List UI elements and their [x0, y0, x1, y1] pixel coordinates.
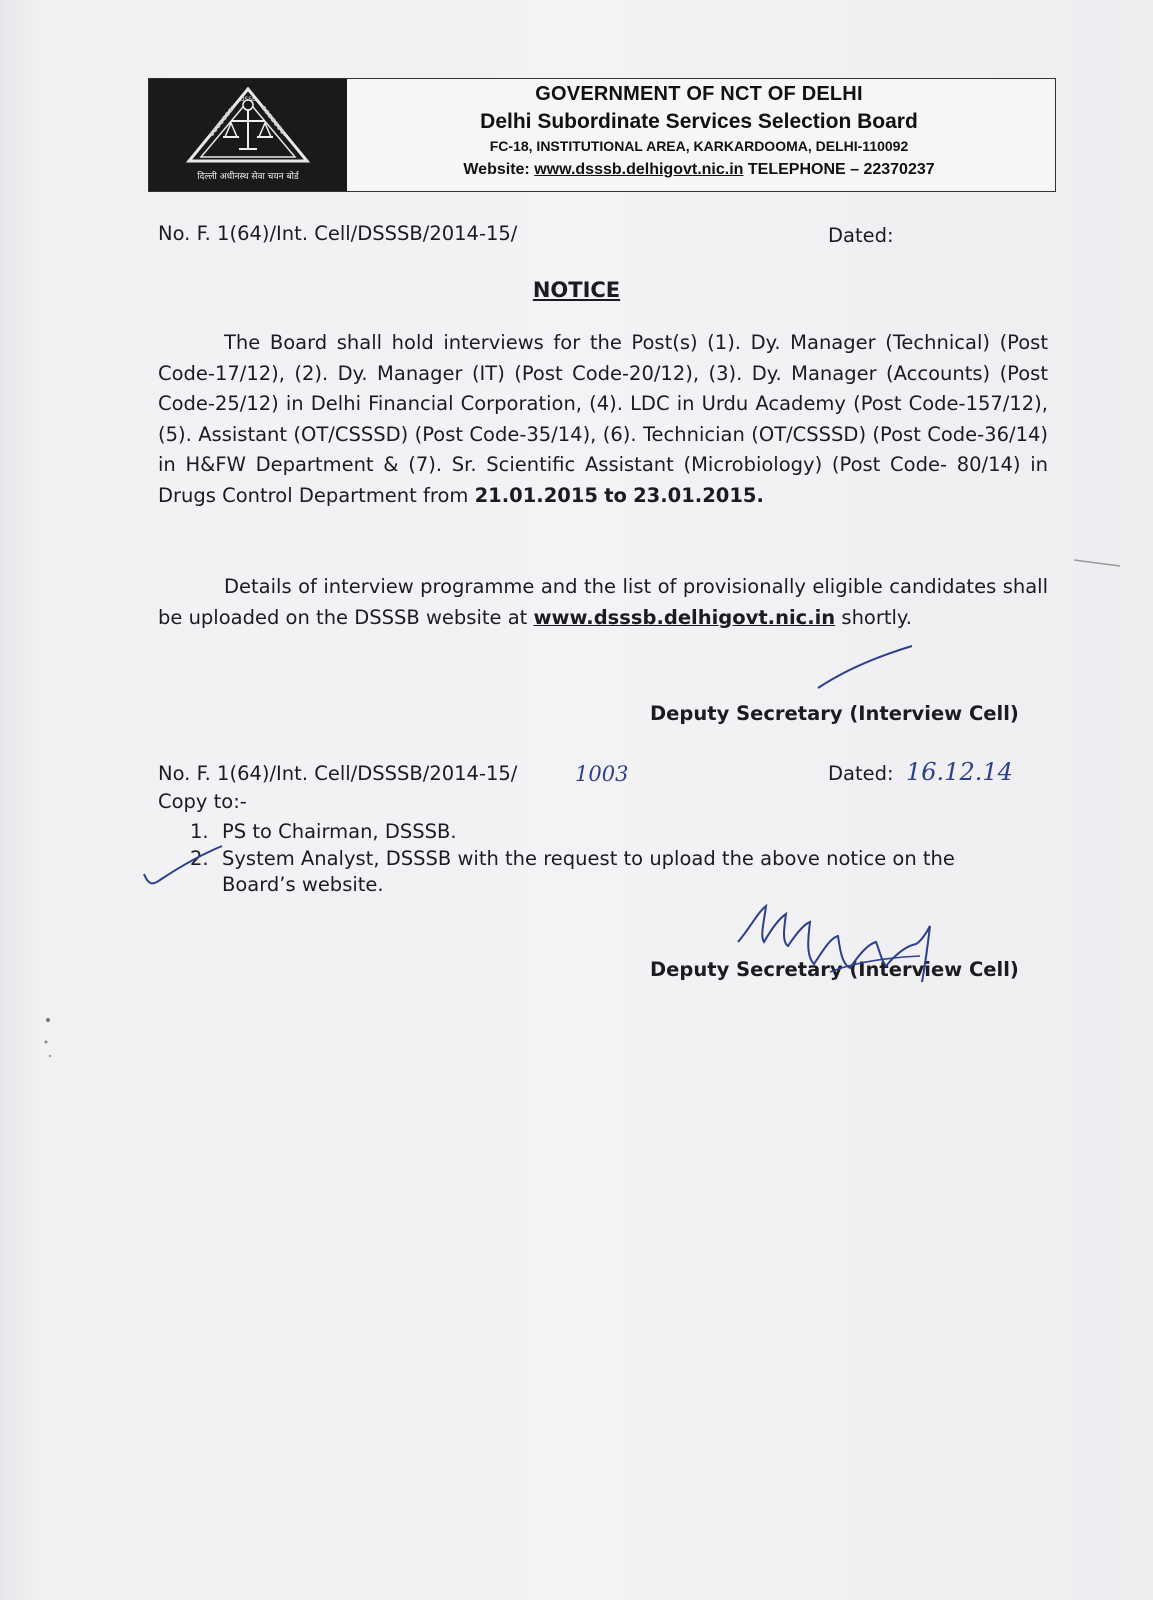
notice-title: NOTICE	[532, 278, 621, 302]
board-address: FC-18, INSTITUTIONAL AREA, KARKARDOOMA, DELHI-110092	[489, 138, 909, 154]
date-to-word: to	[604, 483, 627, 507]
date-to: 23.01.2015.	[633, 483, 764, 507]
contact-line	[349, 161, 1049, 179]
para2-text: Details of interview programme and the list of provisionally eligible candidates shall be uploaded on the DSSSB website at	[158, 575, 1048, 629]
copy-item-2-num: 2.	[190, 847, 209, 870]
para2-end: shortly.	[841, 605, 912, 629]
para1-text: The Board shall hold interviews for the Post(s) (1). Dy. Manager (Technical) (Post Code-17/12), (2). Dy. Manager (IT) (Post Code-20/12), (3). Dy. Manager (Accounts) (Post Code-25/12) in Delhi Financial Corporation, (4). LDC in Urdu Academy (Post Code-157/12), (5). Assistant (OT/CSSSD) (Post Code-35/14), (6). Technician (OT/CSSSD) (Post Code-36/14) in H&FW Department & (7). Sr. Scientific Assistant (Microbiology) (Post Code- 80/14) in Drugs Control Department from	[158, 331, 1048, 507]
notice-paragraph-2	[158, 572, 1048, 633]
letterhead-text	[349, 79, 1049, 191]
notice-paragraph-1	[158, 328, 1048, 511]
telephone: TELEPHONE – 22370237	[747, 161, 935, 178]
copy-ref-no: No. F. 1(64)/Int. Cell/DSSSB/2014-15/	[158, 762, 518, 785]
copy-signatory-part2: ry (Interview Cell)	[820, 958, 1019, 981]
board-name: Delhi Subordinate Services Selection Board	[480, 110, 918, 133]
svg-text:दिल्ली अधीनस्थ सेवा चयन बोर्ड: दिल्ली अधीनस्थ सेवा चयन बोर्ड	[197, 172, 299, 182]
copy-ref-handwritten: 1003	[575, 762, 629, 786]
margin-mark	[1070, 530, 1130, 590]
margin-speckle	[30, 1000, 70, 1080]
svg-text:DSSB: DSSB	[239, 96, 257, 103]
copy-signatory-part1: Deputy Secreta	[650, 958, 821, 981]
website-label: Website:	[463, 161, 530, 178]
dsssb-website-link[interactable]: www.dsssb.delhigovt.nic.in	[533, 605, 836, 629]
copy-to-label: Copy to:-	[158, 790, 247, 813]
copy-item-1-num: 1.	[190, 820, 209, 843]
tick-mark	[138, 840, 228, 892]
handwritten-signature	[730, 898, 950, 990]
date-from: 21.01.2015	[474, 483, 598, 507]
signature-stroke-1	[812, 640, 922, 696]
website-link[interactable]: www.dsssb.delhigovt.nic.in	[534, 161, 744, 178]
letterhead	[148, 78, 1056, 192]
dsssb-logo	[149, 79, 347, 191]
copy-item-1-text: PS to Chairman, DSSSB.	[222, 820, 457, 843]
copy-date-handwritten: 16.12.14	[906, 758, 1013, 786]
notice-signatory: Deputy Secretary (Interview Cell)	[650, 702, 1019, 725]
notice-dated-label: Dated:	[828, 224, 894, 247]
copy-item-2-text: System Analyst, DSSSB with the request to upload the above notice on the	[222, 847, 955, 870]
copy-dated-label: Dated:	[828, 762, 894, 785]
notice-ref-no: No. F. 1(64)/Int. Cell/DSSSB/2014-15/	[158, 222, 518, 245]
government-title: GOVERNMENT OF NCT OF DELHI	[535, 83, 863, 105]
copy-item-2-text-cont: Board’s website.	[222, 873, 384, 896]
scales-emblem-icon	[149, 79, 347, 191]
